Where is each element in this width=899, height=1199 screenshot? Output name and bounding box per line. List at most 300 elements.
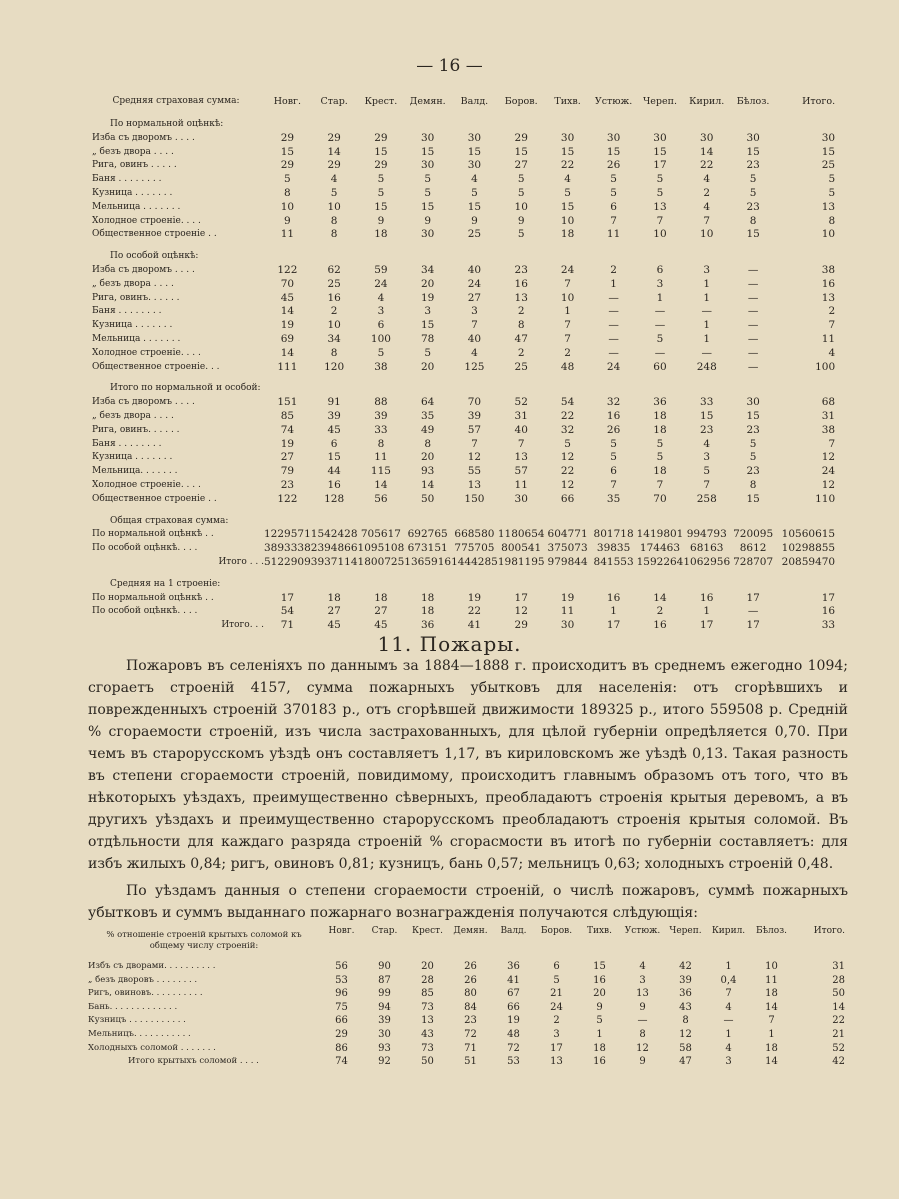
table-row bbox=[88, 333, 835, 347]
straw-roof-table-header bbox=[88, 924, 845, 939]
table-cell: 8 bbox=[517, 319, 525, 332]
table-cell: 2 bbox=[656, 605, 664, 618]
group-title: Средняя на 1 строеніе: bbox=[110, 578, 221, 589]
table-row bbox=[88, 159, 835, 173]
table-cell: 20 bbox=[420, 277, 435, 290]
table-row bbox=[88, 479, 835, 493]
table-cell: 0,4 bbox=[720, 974, 737, 986]
table-cell: 38 bbox=[374, 360, 388, 373]
table-cell: 8 bbox=[330, 346, 338, 359]
table-cell: 53 bbox=[507, 1056, 520, 1068]
table-cell: 6 bbox=[610, 200, 617, 213]
table-cell: 1 bbox=[610, 605, 617, 618]
table-cell: 22 bbox=[560, 465, 575, 478]
table-cell: 10 bbox=[327, 200, 341, 213]
table-cell: 33 bbox=[700, 396, 714, 409]
table-row bbox=[88, 556, 835, 570]
table-cell: 15 bbox=[467, 200, 482, 213]
row-label: Итого . . . bbox=[218, 556, 264, 567]
table-cell: 5 bbox=[424, 173, 432, 186]
table-cell: 9 bbox=[639, 1001, 646, 1013]
row-label: Рига, овинъ. . . . . . bbox=[92, 292, 180, 303]
table-cell: 1 bbox=[564, 305, 571, 318]
table-cell: 17 bbox=[746, 619, 760, 632]
table-cell: 15 bbox=[514, 145, 528, 158]
table-cell: 48 bbox=[507, 1028, 520, 1040]
table-cell: 3893338 bbox=[264, 542, 311, 555]
table-cell: 41 bbox=[507, 974, 520, 986]
table-cell: 5 bbox=[828, 173, 836, 186]
table-cell: 14 bbox=[832, 1001, 845, 1013]
table-row bbox=[88, 493, 835, 507]
column-header: Устюж. bbox=[624, 925, 661, 936]
table-cell: 13 bbox=[550, 1056, 563, 1068]
table-cell: 13 bbox=[636, 988, 649, 1000]
table-cell: 15 bbox=[327, 451, 341, 464]
table-cell: 25 bbox=[467, 228, 482, 241]
table-cell: 5 bbox=[749, 451, 757, 464]
table-cell: 10 bbox=[560, 214, 575, 227]
table-cell: 13 bbox=[514, 451, 528, 464]
table-cell: 35 bbox=[420, 409, 435, 422]
table-cell: 67 bbox=[507, 988, 520, 1000]
table-cell: 13 bbox=[653, 200, 667, 213]
table-cell: 7 bbox=[725, 988, 732, 1000]
table-row bbox=[88, 396, 835, 410]
table-cell: 43 bbox=[421, 1028, 434, 1040]
table-cell: 18 bbox=[593, 1042, 606, 1054]
table-cell: 1365916 bbox=[404, 555, 452, 568]
table-cell: 5122909 bbox=[264, 555, 311, 568]
table-cell: 17 bbox=[821, 591, 836, 604]
table-cell: 5 bbox=[749, 437, 757, 450]
table-cell: 39835 bbox=[596, 542, 631, 555]
row-label: Итого. . . bbox=[221, 620, 264, 631]
table-cell: 9 bbox=[471, 214, 478, 227]
table-cell: 7 bbox=[828, 319, 836, 332]
row-label: Баня . . . . . . . . bbox=[92, 174, 162, 185]
table-cell: 29 bbox=[514, 131, 528, 144]
table-cell: 5 bbox=[656, 451, 664, 464]
table-cell: 73 bbox=[421, 1001, 434, 1013]
table-cell: 125 bbox=[464, 360, 485, 373]
table-cell: 93 bbox=[420, 465, 435, 478]
table-cell: 5 bbox=[424, 186, 432, 199]
table-cell: 29 bbox=[374, 131, 388, 144]
table-cell: 22 bbox=[560, 409, 575, 422]
table-cell: 4 bbox=[703, 200, 711, 213]
table-row bbox=[88, 215, 835, 229]
table-cell: 150 bbox=[464, 492, 485, 505]
table-cell: 111 bbox=[277, 360, 298, 373]
table-cell: 12 bbox=[560, 478, 575, 491]
table-cell: 12 bbox=[821, 478, 836, 491]
table-cell: 728707 bbox=[733, 555, 774, 568]
table-cell: 80 bbox=[464, 988, 477, 1000]
table-cell: 3 bbox=[703, 263, 711, 276]
table-cell: 55 bbox=[467, 465, 482, 478]
paragraph-fires: Пожаровъ въ селеніяхъ по даннымъ за 1884—1888 г. происходитъ въ среднемъ ежегодно 1094; сгораетъ строеній 4157, сумма пожарныхъ убытковъ для населенія: отъ сгорѣвшихъ и поврежденныхъ строеній 370183 р., отъ сгорѣвшей движимости 189325 р., итого 559508 р. Средній % сгораемости строеній, изъ числа застрахованныхъ, для цѣлой губерніи опредѣляется 0,70. При чемъ въ старорусскомъ уѣздѣ онъ составляетъ 1,17, въ кириловскомъ же уѣздѣ 0,13. Такая разность въ степени сгораемости строеній, повидимому, происходитъ главнымъ образомъ отъ того, что въ нѣкоторыхъ уѣздахъ, преимущественно сѣверныхъ, преобладаютъ строенія крытыя деревомъ, а въ другихъ уѣздахъ и преимущественно старорусскомъ преобладаютъ строенія крытыя соломой. Въ отдѣльности для каждаго разряда строеній % сгорасмости въ итогѣ по губерніи составляетъ: для избъ жилыхъ 0,84; ригъ, овиновъ 0,81; кузницъ, бань 0,57; мельницъ 0,63; холодныхъ строеній 0,48. bbox=[88, 658, 848, 872]
table-cell: 30 bbox=[420, 159, 435, 172]
table-cell: 16 bbox=[606, 409, 621, 422]
column-header: Череп. bbox=[642, 96, 677, 107]
table-cell: 15 bbox=[560, 145, 575, 158]
table-cell: 7 bbox=[703, 478, 711, 491]
table-row bbox=[88, 974, 845, 988]
table-cell: 30 bbox=[746, 131, 760, 144]
table-cell: 604771 bbox=[547, 528, 588, 541]
table-cell: 30 bbox=[420, 228, 435, 241]
table-cell: 15 bbox=[746, 492, 760, 505]
table-cell: 23 bbox=[280, 478, 295, 491]
table-cell: 70 bbox=[467, 396, 482, 409]
table-cell: 66 bbox=[507, 1001, 520, 1013]
table-cell: 5 bbox=[610, 173, 617, 186]
group-title: Общая страховая сумма: bbox=[110, 515, 229, 526]
table-cell: 1444285 bbox=[451, 555, 498, 568]
table-cell: 775705 bbox=[454, 542, 495, 555]
table-cell: 70 bbox=[280, 277, 295, 290]
table-cell: 52 bbox=[514, 396, 528, 409]
table-cell: 64 bbox=[420, 396, 435, 409]
table-cell: 7 bbox=[471, 319, 478, 332]
table-cell: 88 bbox=[374, 396, 388, 409]
table-cell: 15 bbox=[653, 145, 667, 158]
straw-roof-corner-label: % отношеніе строеній крытыхъ соломой къ общему числу строеній: bbox=[106, 930, 302, 951]
table-cell: 1229571 bbox=[264, 528, 311, 541]
column-header: Стар. bbox=[371, 925, 398, 936]
table-cell: 5 bbox=[703, 465, 711, 478]
table-cell: 18 bbox=[653, 423, 667, 436]
table-cell: 29 bbox=[327, 131, 341, 144]
table-cell: 32 bbox=[560, 423, 575, 436]
table-cell: 33 bbox=[821, 619, 836, 632]
table-cell: 91 bbox=[327, 396, 341, 409]
table-cell: 18 bbox=[374, 228, 388, 241]
table-cell: 43 bbox=[679, 1001, 692, 1013]
table-cell: 16 bbox=[821, 277, 836, 290]
table-cell: 16 bbox=[327, 291, 341, 304]
table-cell: 52 bbox=[832, 1042, 845, 1054]
table-cell: 50 bbox=[832, 988, 845, 1000]
row-label: Ригъ, овиновъ. . . . . . . . . . bbox=[88, 988, 203, 999]
table-cell: 15 bbox=[700, 409, 714, 422]
table-cell: — bbox=[637, 1015, 648, 1027]
table-cell: 18 bbox=[765, 988, 778, 1000]
table-cell: — bbox=[747, 332, 759, 345]
table-cell: 36 bbox=[420, 619, 435, 632]
table-cell: 1062956 bbox=[683, 555, 731, 568]
table-cell: 58 bbox=[679, 1042, 692, 1054]
table-row bbox=[88, 605, 835, 619]
table-cell: 3 bbox=[656, 277, 664, 290]
table-cell: 5 bbox=[610, 186, 617, 199]
row-label: Мельница. . . . . . . bbox=[92, 466, 178, 477]
table-cell: 20 bbox=[421, 961, 434, 972]
table-row bbox=[88, 187, 835, 201]
table-cell: 18 bbox=[327, 591, 341, 604]
table-cell: 2 bbox=[517, 305, 525, 318]
table-cell: — bbox=[747, 263, 759, 276]
table-cell: 11 bbox=[560, 605, 575, 618]
table-cell: 5 bbox=[564, 186, 571, 199]
table-cell: 30 bbox=[700, 131, 714, 144]
group-title: По особой оцѣнкѣ: bbox=[110, 251, 199, 262]
table-cell: 1 bbox=[596, 1028, 603, 1040]
table-cell: 15 bbox=[420, 319, 435, 332]
table-cell: 4 bbox=[703, 437, 711, 450]
table-cell: 30 bbox=[420, 131, 435, 144]
table-cell: 39 bbox=[374, 409, 388, 422]
table-cell: 14 bbox=[327, 145, 341, 158]
table-cell: 24 bbox=[550, 1001, 563, 1013]
table-cell: 29 bbox=[374, 159, 388, 172]
table-cell: 73 bbox=[421, 1042, 434, 1054]
table-cell: 78 bbox=[420, 332, 435, 345]
column-header: Череп. bbox=[669, 925, 702, 936]
table-cell: 5 bbox=[517, 228, 525, 241]
table-cell: 27 bbox=[514, 159, 528, 172]
table-cell: 2 bbox=[517, 346, 525, 359]
table-cell: 24 bbox=[560, 263, 575, 276]
table-cell: 5 bbox=[471, 186, 478, 199]
table-cell: 31 bbox=[821, 409, 836, 422]
column-header: Стар. bbox=[320, 96, 348, 107]
table-cell: 28 bbox=[832, 974, 845, 986]
table-cell: 30 bbox=[514, 492, 528, 505]
table-cell: 30 bbox=[560, 131, 575, 144]
table-cell: 19 bbox=[560, 591, 575, 604]
table-cell: 5 bbox=[610, 451, 617, 464]
table-cell: 26 bbox=[464, 974, 477, 986]
table-cell: 90 bbox=[378, 961, 391, 972]
table-cell: 128 bbox=[324, 492, 345, 505]
table-cell: 2 bbox=[553, 1015, 560, 1027]
row-label: Итого крытыхъ соломой . . . . bbox=[128, 1056, 259, 1067]
table-cell: 50 bbox=[420, 492, 435, 505]
table-cell: 5 bbox=[656, 437, 664, 450]
row-label: По нормальной оцѣнкѣ . . bbox=[92, 592, 214, 603]
table-cell: 25 bbox=[514, 360, 528, 373]
row-label: Общественное строеніе. . . bbox=[92, 361, 220, 372]
table-cell: 5 bbox=[377, 173, 385, 186]
row-label: Кузница . . . . . . . bbox=[92, 452, 173, 463]
table-cell: 87 bbox=[378, 974, 391, 986]
table-cell: 8 bbox=[749, 214, 757, 227]
table-row bbox=[88, 528, 835, 542]
table-cell: 18 bbox=[653, 465, 667, 478]
table-row bbox=[88, 410, 835, 424]
table-cell: 1 bbox=[725, 1028, 732, 1040]
table-cell: 17 bbox=[280, 591, 295, 604]
table-cell: 24 bbox=[821, 465, 836, 478]
table-cell: 3 bbox=[639, 974, 646, 986]
table-cell: 29 bbox=[327, 159, 341, 172]
table-cell: 14 bbox=[420, 478, 435, 491]
table-cell: 8 bbox=[749, 478, 757, 491]
table-cell: 4 bbox=[639, 961, 646, 972]
table-cell: 17 bbox=[606, 619, 621, 632]
table-cell: 9 bbox=[424, 214, 432, 227]
table-cell: 16 bbox=[327, 478, 341, 491]
column-header: Боров. bbox=[540, 925, 573, 936]
table-cell: 72 bbox=[464, 1028, 477, 1040]
table-cell: 4 bbox=[703, 173, 711, 186]
table-cell: 29 bbox=[280, 131, 295, 144]
table-cell: 7 bbox=[703, 214, 711, 227]
table-cell: 45 bbox=[280, 291, 295, 304]
table-row bbox=[88, 132, 835, 146]
table-cell: 3937114 bbox=[310, 555, 358, 568]
table-cell: 47 bbox=[514, 332, 528, 345]
table-cell: 85 bbox=[280, 409, 295, 422]
table-cell: 18 bbox=[420, 591, 435, 604]
table-cell: 6 bbox=[610, 465, 617, 478]
table-cell: 10 bbox=[560, 291, 575, 304]
table-cell: 23 bbox=[746, 465, 760, 478]
row-label: По нормальной оцѣнкѣ . . bbox=[92, 529, 214, 540]
group-title-row bbox=[88, 118, 835, 132]
table-cell: 1981195 bbox=[497, 555, 545, 568]
table-cell: 7 bbox=[656, 214, 664, 227]
table-cell: 66 bbox=[335, 1015, 348, 1027]
table-cell: 10 bbox=[700, 228, 714, 241]
table-cell: 74 bbox=[335, 1056, 348, 1068]
table-cell: — bbox=[654, 305, 666, 318]
table-cell: 15 bbox=[821, 145, 836, 158]
table-cell: 9 bbox=[639, 1056, 646, 1068]
table-cell: 11 bbox=[280, 228, 295, 241]
column-header: Крест. bbox=[412, 925, 443, 936]
group-title-row bbox=[88, 578, 835, 592]
table-cell: 25 bbox=[821, 159, 836, 172]
table-cell: 7 bbox=[564, 319, 571, 332]
table-cell: 2 bbox=[703, 186, 711, 199]
table-cell: 14 bbox=[765, 1001, 778, 1013]
row-label: По особой оцѣнкѣ. . . . bbox=[92, 606, 198, 617]
table-cell: 36 bbox=[679, 988, 692, 1000]
column-header: Бѣлоз. bbox=[756, 925, 787, 936]
table-cell: 10 bbox=[327, 319, 341, 332]
table-cell: 10560615 bbox=[781, 528, 836, 541]
table-cell: 17 bbox=[700, 619, 714, 632]
table-cell: 56 bbox=[374, 492, 388, 505]
table-cell: 122 bbox=[277, 492, 298, 505]
column-header: Валд. bbox=[460, 96, 489, 107]
table-cell: 994793 bbox=[686, 528, 727, 541]
table-cell: — bbox=[747, 291, 759, 304]
table-cell: 5 bbox=[517, 173, 525, 186]
table-cell: 23 bbox=[746, 423, 760, 436]
table-cell: 1 bbox=[703, 332, 711, 345]
table-cell: 110 bbox=[815, 492, 836, 505]
table-cell: 5 bbox=[517, 186, 525, 199]
table-cell: 1 bbox=[610, 277, 617, 290]
table-cell: 21 bbox=[832, 1028, 845, 1040]
table-cell: 23 bbox=[746, 159, 760, 172]
table-cell: 34 bbox=[420, 263, 435, 276]
table-cell: 4 bbox=[725, 1042, 732, 1054]
table-cell: 1 bbox=[768, 1028, 775, 1040]
column-header: Новг. bbox=[273, 96, 302, 107]
table-cell: 7 bbox=[768, 1015, 775, 1027]
row-label: Бань. . . . . . . . . . . . . bbox=[88, 1001, 178, 1012]
table-row bbox=[88, 438, 835, 452]
table-cell: 34 bbox=[327, 332, 341, 345]
column-header: Демян. bbox=[453, 925, 488, 936]
table-cell: 4 bbox=[828, 346, 836, 359]
table-cell: 1180654 bbox=[497, 528, 545, 541]
row-label: Мельницъ. . . . . . . . . . . bbox=[88, 1028, 191, 1039]
table-row bbox=[88, 319, 835, 333]
row-label: Изба съ дворомъ . . . . bbox=[92, 397, 195, 408]
table-cell: 14 bbox=[653, 591, 667, 604]
table-cell: 1 bbox=[703, 291, 711, 304]
table-cell: — bbox=[701, 346, 712, 359]
table-cell: 39 bbox=[467, 409, 482, 422]
table-cell: — bbox=[747, 360, 759, 373]
table-cell: 5 bbox=[564, 437, 571, 450]
table-cell: 12 bbox=[560, 451, 575, 464]
table-row bbox=[88, 305, 835, 319]
row-label: Изба съ дворомъ . . . . bbox=[92, 132, 195, 143]
table-cell: 5 bbox=[284, 173, 291, 186]
table-cell: 53 bbox=[335, 974, 348, 986]
table-cell: 30 bbox=[821, 131, 836, 144]
table-cell: 19 bbox=[467, 591, 482, 604]
table-cell: — bbox=[747, 346, 759, 359]
table-cell: 25 bbox=[327, 277, 341, 290]
table-cell: 6 bbox=[377, 319, 385, 332]
table-cell: 8 bbox=[330, 214, 338, 227]
table-row bbox=[88, 1014, 845, 1028]
table-cell: 122 bbox=[277, 263, 298, 276]
table-cell: 1095108 bbox=[357, 542, 405, 555]
table-cell: 9 bbox=[284, 214, 291, 227]
table-cell: 5 bbox=[553, 974, 560, 986]
table-cell: 26 bbox=[606, 423, 621, 436]
table-cell: 705617 bbox=[360, 528, 401, 541]
table-row bbox=[88, 542, 835, 556]
table-cell: 30 bbox=[746, 396, 760, 409]
table-cell: — bbox=[747, 319, 759, 332]
table-cell: 979844 bbox=[547, 555, 588, 568]
table-cell: 93 bbox=[378, 1042, 391, 1054]
table-row bbox=[88, 451, 835, 465]
table-cell: 19 bbox=[280, 319, 295, 332]
table-cell: 20 bbox=[420, 451, 435, 464]
table-cell: 39 bbox=[327, 409, 341, 422]
table-cell: 10 bbox=[821, 228, 836, 241]
table-cell: 36 bbox=[653, 396, 667, 409]
table-cell: 120 bbox=[324, 360, 345, 373]
table-cell: 16 bbox=[606, 591, 621, 604]
table-cell: — bbox=[608, 332, 619, 345]
table-cell: 33 bbox=[374, 423, 388, 436]
table-cell: 50 bbox=[421, 1056, 434, 1068]
table-row bbox=[88, 361, 835, 375]
table-cell: 10 bbox=[280, 200, 295, 213]
table-cell: 15 bbox=[374, 145, 388, 158]
table-cell: 1592264 bbox=[636, 555, 684, 568]
table-cell: 30 bbox=[378, 1028, 391, 1040]
table-cell: 54 bbox=[280, 605, 295, 618]
table-cell: 36 bbox=[507, 961, 520, 972]
table-cell: 375073 bbox=[547, 542, 588, 555]
table-cell: 2 bbox=[610, 263, 617, 276]
table-cell: 720095 bbox=[733, 528, 774, 541]
table-cell: 8 bbox=[284, 186, 291, 199]
